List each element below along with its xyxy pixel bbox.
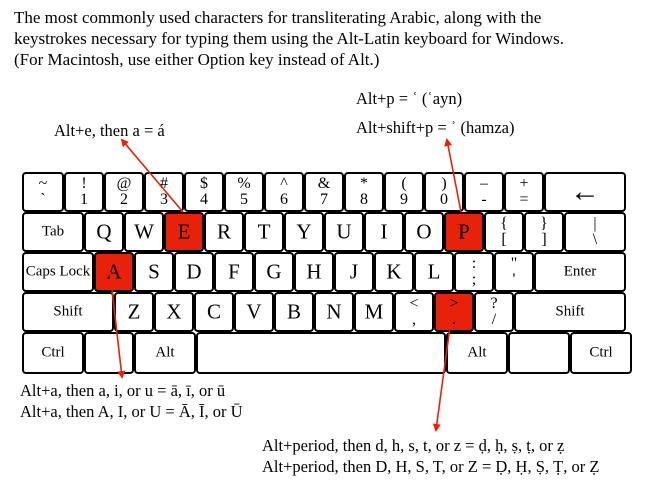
key-3-5-g[interactable]	[254, 252, 294, 292]
key-base-glyph: 2	[120, 191, 128, 208]
key-4-5-b[interactable]	[274, 292, 314, 332]
key-shift-glyph: &	[317, 175, 331, 192]
key-label: J	[349, 259, 359, 284]
key-5-1-blank[interactable]	[84, 332, 134, 374]
key-3-2-s[interactable]	[134, 252, 174, 292]
key-label: Q	[96, 219, 112, 244]
key-label: F	[228, 259, 240, 284]
key-3-8-k[interactable]	[374, 252, 414, 292]
key-base-glyph: 9	[400, 191, 408, 208]
key-5-4-alt[interactable]	[446, 332, 508, 374]
key-2-4-r[interactable]	[204, 212, 244, 252]
key-label: Enter	[563, 263, 597, 280]
key-base-glyph: `	[40, 191, 46, 208]
key-4-6-n[interactable]	[314, 292, 354, 332]
key-label: R	[216, 219, 231, 244]
key-label: M	[364, 299, 384, 324]
key-base-glyph: 1	[80, 191, 88, 208]
key-2-1-q[interactable]	[84, 212, 124, 252]
key-2-7-u[interactable]	[324, 212, 364, 252]
key-label: ←	[570, 175, 600, 208]
key-shift-glyph: ^	[280, 175, 288, 192]
intro-line-2: keystrokes necessary for typing them using the Alt-Latin keyboard for Windows.	[14, 29, 564, 48]
key-shift-glyph: +	[519, 175, 529, 192]
key-label: Tab	[41, 223, 65, 240]
a-key-annotation-line-1: Alt+a, then a, i, or u = ā, ī, or ū	[20, 381, 226, 400]
key-3-11-blank[interactable]	[494, 252, 534, 292]
key-4-8-blank[interactable]	[394, 292, 434, 332]
key-label: Alt	[155, 344, 175, 361]
key-3-4-f[interactable]	[214, 252, 254, 292]
key-base-glyph: 6	[280, 191, 288, 208]
key-1-10-0[interactable]	[424, 172, 464, 212]
key-2-0-tab[interactable]	[22, 212, 84, 252]
key-base-glyph: 5	[240, 191, 248, 208]
key-2-11-blank[interactable]	[484, 212, 524, 252]
key-2-5-t[interactable]	[244, 212, 284, 252]
key-base-glyph: \	[592, 231, 598, 248]
key-1-0-blank[interactable]	[22, 172, 64, 212]
key-label: C	[206, 299, 221, 324]
key-2-10-p[interactable]	[444, 212, 484, 252]
key-base-glyph: 0	[440, 191, 448, 208]
key-label: Alt	[467, 344, 487, 361]
key-5-5-blank[interactable]	[508, 332, 570, 374]
key-shift-glyph: #	[160, 175, 168, 192]
key-shift-glyph: %	[237, 175, 251, 192]
key-1-4-4[interactable]	[184, 172, 224, 212]
key-2-3-e[interactable]	[164, 212, 204, 252]
key-label: Y	[296, 219, 312, 244]
intro-line-3: (For Macintosh, use either Option key instead of Alt.)	[14, 50, 380, 69]
key-3-1-a[interactable]	[94, 252, 134, 292]
key-base-glyph: ,	[412, 311, 416, 328]
key-3-10-blank[interactable]	[454, 252, 494, 292]
key-3-6-h[interactable]	[294, 252, 334, 292]
key-2-8-i[interactable]	[364, 212, 404, 252]
key-3-9-l[interactable]	[414, 252, 454, 292]
key-shift-glyph: <	[409, 295, 419, 312]
key-4-9-blank[interactable]	[434, 292, 474, 332]
key-label: Shift	[53, 303, 83, 320]
key-1-6-6[interactable]	[264, 172, 304, 212]
key-1-11-blank[interactable]	[464, 172, 504, 212]
key-label: S	[148, 259, 160, 284]
key-shift-glyph: ?	[490, 295, 498, 312]
key-5-3-blank[interactable]	[196, 332, 446, 374]
key-3-12-enter[interactable]	[534, 252, 626, 292]
key-4-7-m[interactable]	[354, 292, 394, 332]
key-5-2-alt[interactable]	[134, 332, 196, 374]
key-2-13-blank[interactable]	[564, 212, 626, 252]
key-4-10-blank[interactable]	[474, 292, 514, 332]
key-label: B	[286, 299, 301, 324]
key-2-2-w[interactable]	[124, 212, 164, 252]
key-4-1-z[interactable]	[114, 292, 154, 332]
key-base-glyph: -	[481, 191, 487, 208]
key-label: X	[166, 299, 182, 324]
key-shift-glyph: )	[441, 175, 447, 192]
key-4-2-x[interactable]	[154, 292, 194, 332]
key-4-11-shift[interactable]	[514, 292, 626, 332]
key-shift-glyph: >	[449, 295, 459, 312]
key-3-7-j[interactable]	[334, 252, 374, 292]
key-label: U	[336, 219, 352, 244]
key-4-4-v[interactable]	[234, 292, 274, 332]
key-shift-glyph: @	[116, 175, 132, 192]
key-shift-glyph: (	[401, 175, 407, 192]
key-2-6-y[interactable]	[284, 212, 324, 252]
key-label: O	[416, 219, 432, 244]
key-label: Ctrl	[589, 344, 613, 361]
key-shift-glyph: !	[81, 175, 87, 192]
key-label: D	[186, 259, 202, 284]
key-2-12-blank[interactable]	[524, 212, 564, 252]
key-1-13-blank[interactable]	[544, 172, 626, 212]
key-shift-glyph: {	[500, 215, 508, 232]
key-1-2-2[interactable]	[104, 172, 144, 212]
key-base-glyph: '	[512, 271, 516, 288]
key-base-glyph: [	[501, 231, 507, 248]
key-label: P	[458, 219, 470, 244]
key-3-0-caps-lock[interactable]	[22, 252, 94, 292]
key-1-5-5[interactable]	[224, 172, 264, 212]
key-base-glyph: ]	[541, 231, 547, 248]
key-2-9-o[interactable]	[404, 212, 444, 252]
key-shift-glyph: *	[360, 175, 368, 192]
key-shift-glyph: $	[200, 175, 208, 192]
key-label: E	[177, 219, 191, 244]
key-base-glyph: 8	[360, 191, 368, 208]
a-key-annotation-line-2: Alt+a, then A, I, or U = Ā, Ī, or Ū	[20, 402, 243, 421]
key-shift-glyph: |	[593, 215, 597, 232]
key-1-7-7[interactable]	[304, 172, 344, 212]
key-1-12-blank[interactable]	[504, 172, 544, 212]
intro-line-1: The most commonly used characters for transliterating Arabic, along with the	[14, 8, 542, 27]
key-5-0-ctrl[interactable]	[22, 332, 84, 374]
period-annotation-line-1: Alt+period, then d, h, s, t, or z = ḍ, ḥ, ṣ, ṭ, or ẓ	[262, 436, 565, 455]
key-base-glyph: 7	[320, 191, 328, 208]
key-shift-glyph: ~	[38, 175, 48, 192]
key-base-glyph: 3	[160, 191, 168, 208]
key-base-glyph: ;	[471, 271, 477, 288]
key-1-8-8[interactable]	[344, 172, 384, 212]
key-4-0-shift[interactable]	[22, 292, 114, 332]
key-4-3-c[interactable]	[194, 292, 234, 332]
hamza-annotation: Alt+shift+p = ʾ (hamza)	[356, 118, 515, 137]
key-label: T	[257, 219, 271, 244]
key-label: L	[427, 259, 441, 284]
key-shift-glyph: }	[540, 215, 548, 232]
key-base-glyph: .	[452, 311, 456, 328]
key-shift-glyph: :	[471, 255, 477, 272]
key-base-glyph: 4	[200, 191, 208, 208]
key-1-3-3[interactable]	[144, 172, 184, 212]
key-shift-glyph: –	[480, 175, 488, 192]
e-key-annotation: Alt+e, then a = á	[54, 121, 165, 140]
key-label: Ctrl	[41, 344, 65, 361]
key-label: I	[380, 219, 388, 244]
period-annotation-line-2: Alt+period, then D, H, S, T, or Z = Ḍ, Ḥ, Ṣ, Ṭ, or Ẓ	[262, 457, 600, 476]
key-label: K	[386, 259, 402, 284]
key-label: Z	[127, 299, 141, 324]
key-label: N	[326, 299, 342, 324]
key-label: H	[306, 259, 322, 284]
key-label: G	[266, 259, 282, 284]
key-label: Caps Lock	[25, 263, 91, 280]
key-base-glyph: =	[519, 191, 529, 208]
key-label: W	[134, 219, 154, 244]
ayn-annotation: Alt+p = ʿ (ʿayn)	[356, 89, 463, 108]
key-label: A	[106, 259, 122, 284]
key-label: Shift	[555, 303, 585, 320]
key-1-1-1[interactable]	[64, 172, 104, 212]
key-1-9-9[interactable]	[384, 172, 424, 212]
key-base-glyph: /	[491, 311, 497, 328]
key-label: V	[246, 299, 262, 324]
key-3-3-d[interactable]	[174, 252, 214, 292]
intro-text	[14, 7, 644, 70]
key-5-6-ctrl[interactable]	[570, 332, 632, 374]
key-shift-glyph: "	[510, 255, 518, 272]
